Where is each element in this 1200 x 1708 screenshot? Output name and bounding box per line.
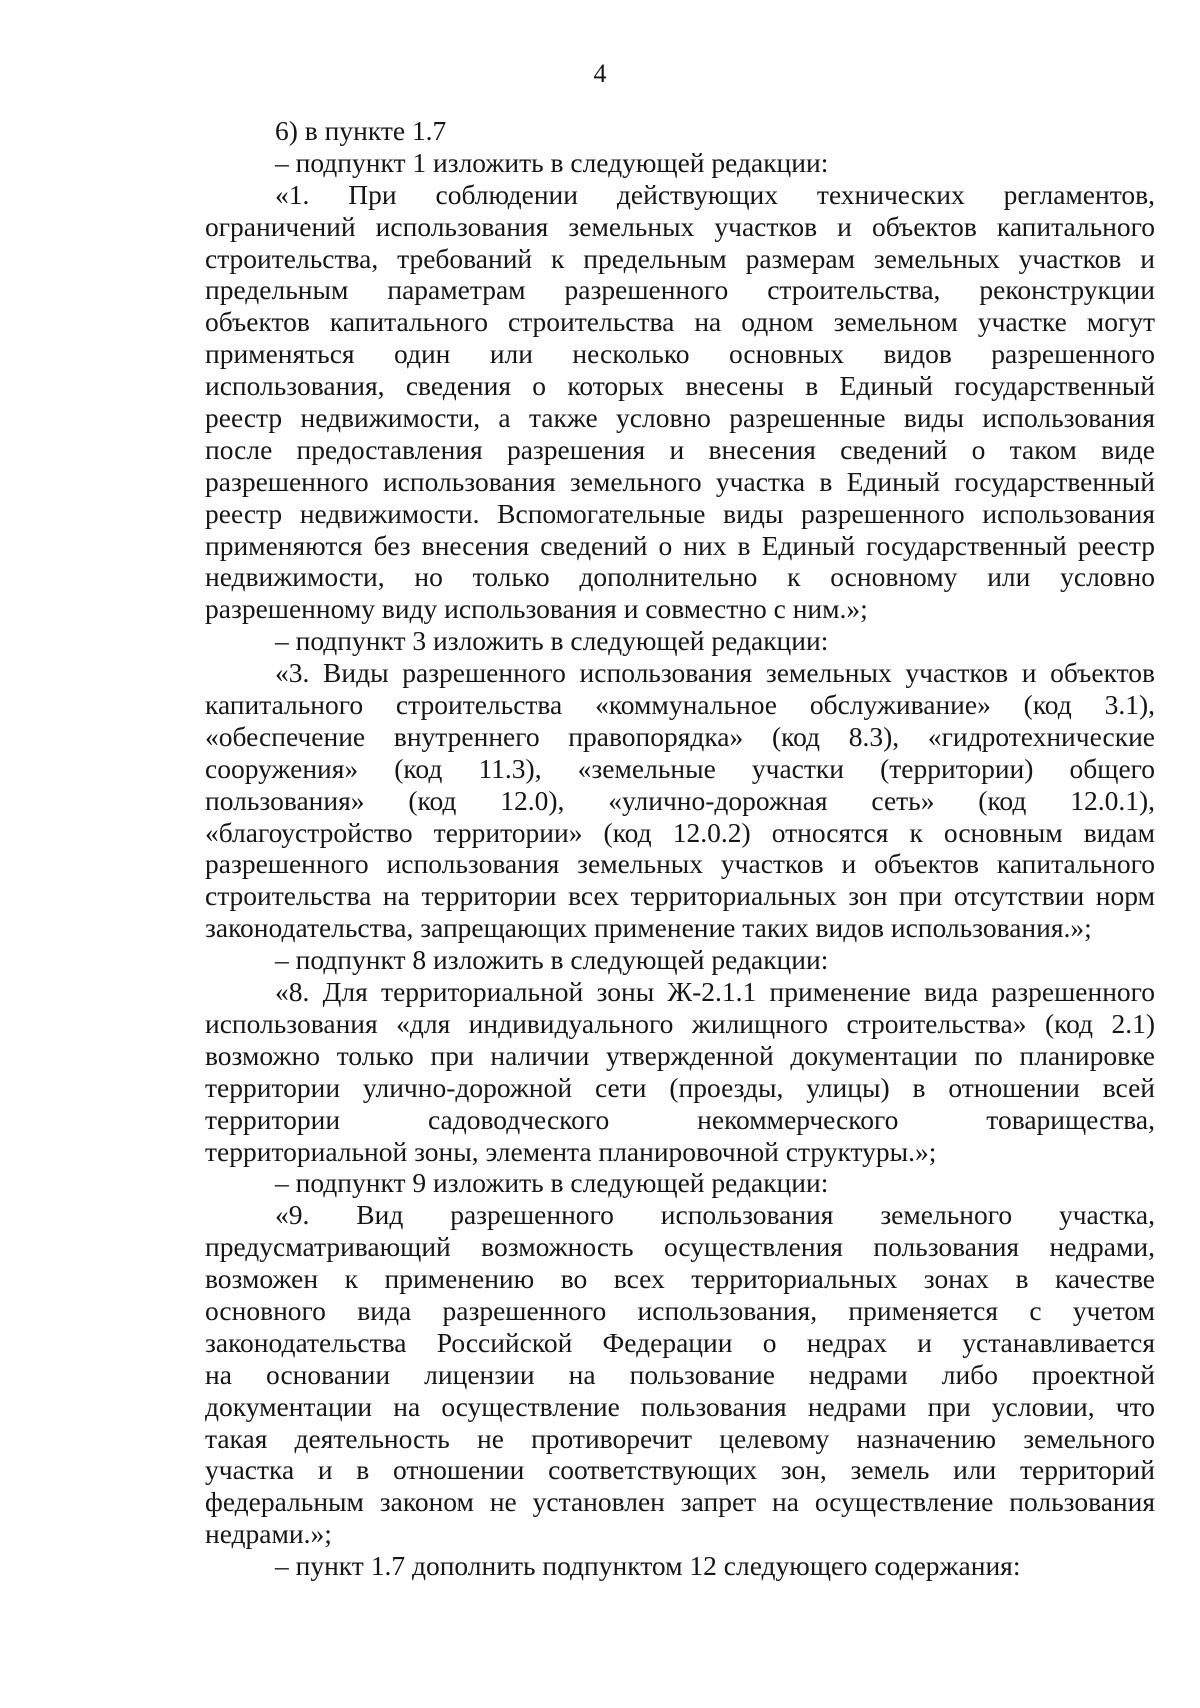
text-line: возможно только при наличии утвержденной документации по планировке <box>205 1039 1155 1071</box>
text-line: территориальной зоны, элемента планировочной структуры.»; <box>205 1135 937 1167</box>
text-line: «8. Для территориальной зоны Ж-2.1.1 применение вида разрешенного <box>275 976 1155 1008</box>
text-line: территории улично-дорожной сети (проезды, улицы) в отношении всей <box>205 1071 1155 1103</box>
text-line: ограничений использования земельных участков и объектов капитального <box>205 210 1155 242</box>
document-body <box>205 115 1155 1582</box>
text-line: такая деятельность не противоречит целевому назначению земельного <box>205 1422 1155 1454</box>
text-line: реестр недвижимости, а также условно разрешенные виды использования <box>205 402 1155 434</box>
text-line: – подпункт 3 изложить в следующей редакции: <box>275 625 829 657</box>
text-line: недвижимости, но только дополнительно к основному или условно <box>205 561 1155 593</box>
text-line: капитального строительства «коммунальное обслуживание» (код 3.1), <box>205 689 1155 721</box>
text-line: применяются без внесения сведений о них в Единый государственный реестр <box>205 529 1155 561</box>
text-line: строительства, требований к предельным размерам земельных участков и <box>205 242 1155 274</box>
text-line: разрешенного использования земельных участков и объектов капитального <box>205 848 1155 880</box>
text-line: строительства на территории всех территориальных зон при отсутствии норм <box>205 880 1155 912</box>
text-line: «обеспечение внутреннего правопорядка» (код 8.3), «гидротехнические <box>205 720 1155 752</box>
text-line: документации на осуществление пользования недрами при условии, что <box>205 1390 1155 1422</box>
text-line: «9. Вид разрешенного использования земельного участка, <box>275 1199 1155 1231</box>
text-line: на основании лицензии на пользование недрами либо проектной <box>205 1358 1155 1390</box>
page-number: 4 <box>593 59 607 88</box>
text-line: использования, сведения о которых внесены в Единый государственный <box>205 370 1155 402</box>
text-line: разрешенного использования земельного участка в Единый государственный <box>205 465 1155 497</box>
text-line: 6) в пункте 1.7 <box>275 115 447 146</box>
text-line: – подпункт 8 изложить в следующей редакции: <box>275 944 829 976</box>
text-line: использования «для индивидуального жилищного строительства» (код 2.1) <box>205 1007 1155 1039</box>
text-line: предусматривающий возможность осуществления пользования недрами, <box>205 1231 1155 1263</box>
text-line: применяться один или несколько основных видов разрешенного <box>205 338 1155 370</box>
text-line: – подпункт 9 изложить в следующей редакции: <box>275 1167 829 1199</box>
text-line: реестр недвижимости. Вспомогательные виды разрешенного использования <box>205 497 1155 529</box>
text-line: объектов капитального строительства на одном земельном участке могут <box>205 306 1155 338</box>
text-line: предельным параметрам разрешенного строительства, реконструкции <box>205 274 1155 306</box>
text-line: – пункт 1.7 дополнить подпунктом 12 следующего содержания: <box>275 1550 1021 1582</box>
text-line: разрешенному виду использования и совместно с ним.»; <box>205 593 868 625</box>
text-line: территории садоводческого некоммерческого товарищества, <box>205 1103 1155 1135</box>
text-line: сооружения» (код 11.3), «земельные участки (территории) общего <box>205 752 1155 784</box>
text-line: – подпункт 1 изложить в следующей редакции: <box>275 146 829 178</box>
text-line: законодательства, запрещающих применение таких видов использования.»; <box>205 912 1092 944</box>
text-line: законодательства Российской Федерации о недрах и устанавливается <box>205 1326 1155 1358</box>
text-line: недрами.»; <box>205 1518 332 1550</box>
text-line: «3. Виды разрешенного использования земельных участков и объектов <box>275 657 1155 689</box>
text-line: возможен к применению во всех территориальных зонах в качестве <box>205 1263 1155 1295</box>
text-line: федеральным законом не установлен запрет на осуществление пользования <box>205 1486 1155 1518</box>
text-line: после предоставления разрешения и внесения сведений о таком виде <box>205 433 1155 465</box>
text-line: пользования» (код 12.0), «улично-дорожная сеть» (код 12.0.1), <box>205 784 1155 816</box>
text-line: «благоустройство территории» (код 12.0.2) относятся к основным видам <box>205 816 1155 848</box>
text-line: «1. При соблюдении действующих технических регламентов, <box>275 178 1155 210</box>
text-line: участка и в отношении соответствующих зон, земель или территорий <box>205 1454 1155 1486</box>
text-line: основного вида разрешенного использования, применяется с учетом <box>205 1294 1155 1326</box>
